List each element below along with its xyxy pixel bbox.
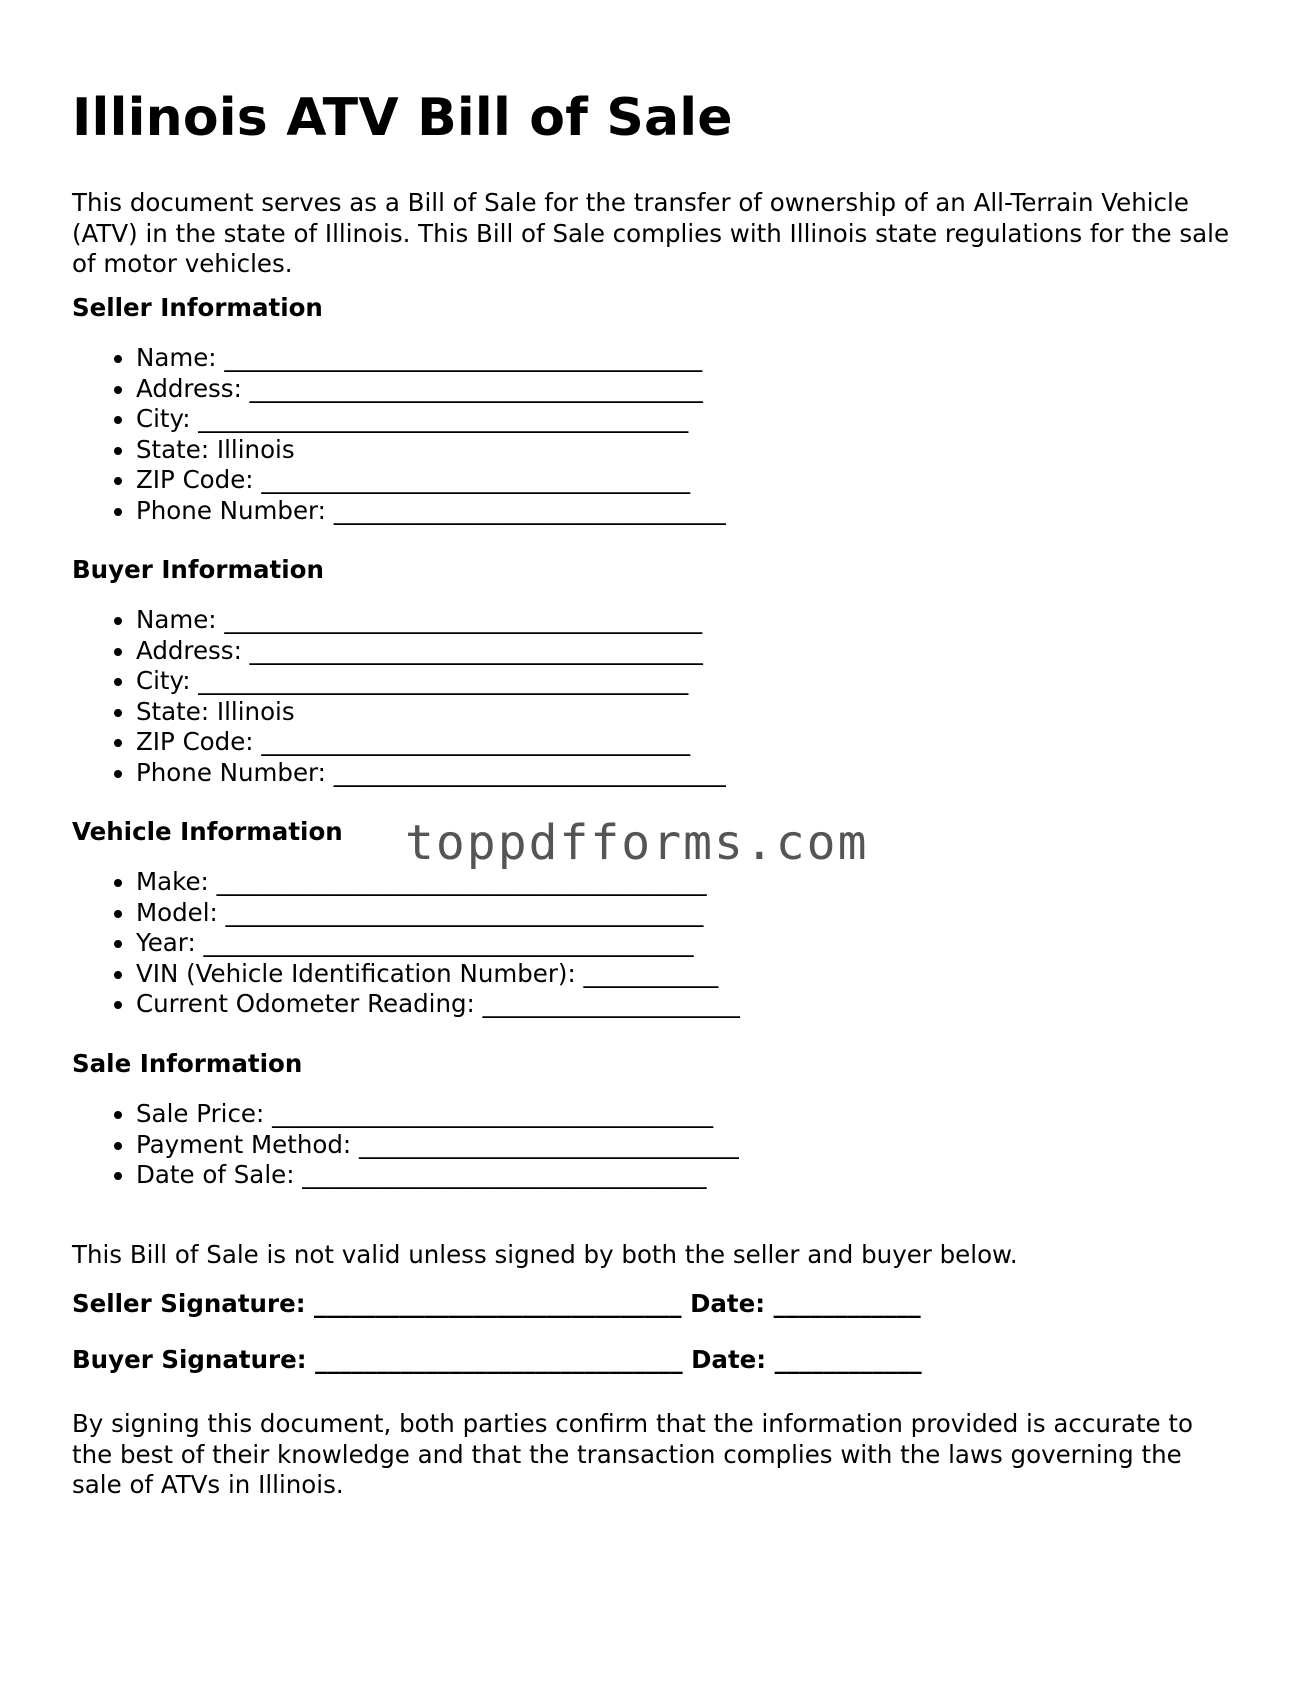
sale-payment-item <box>136 1130 739 1161</box>
buyer-state-item <box>136 697 726 728</box>
vehicle-year-field[interactable]: ________________________________________ <box>203 928 694 957</box>
vehicle-odometer-item <box>136 989 740 1020</box>
buyer-zip-field[interactable]: ___________________________________ <box>261 727 691 756</box>
seller-phone-field[interactable]: ________________________________ <box>333 495 726 525</box>
field-label: Name: <box>136 343 217 372</box>
sale-date-item <box>136 1160 739 1191</box>
sale-date-field[interactable]: _________________________________ <box>302 1160 707 1189</box>
buyer-name-field[interactable]: _______________________________________ <box>224 605 703 634</box>
closing-paragraph: By signing this document, both parties confirm that the information provided is accurate to the best of their knowledge and that the transaction complies with the laws governing the sale of ATVs in Illinois. <box>72 1409 1194 1499</box>
seller-address-field[interactable]: _____________________________________ <box>249 373 703 403</box>
watermark: toppdfforms.com <box>405 815 869 871</box>
vehicle-fields-list <box>108 867 740 1020</box>
vehicle-model-field[interactable]: _______________________________________ <box>225 897 704 927</box>
field-label: ZIP Code: <box>136 465 254 494</box>
field-label: Model: <box>136 897 218 927</box>
seller-name-item <box>136 343 726 374</box>
field-label: Year: <box>136 928 196 957</box>
buyer-signature-row <box>72 1345 922 1374</box>
buyer-heading: Buyer Information <box>72 555 324 584</box>
field-label: Payment Method: <box>136 1129 352 1159</box>
buyer-zip-item <box>136 727 726 758</box>
field-label: Address: <box>136 635 242 665</box>
seller-heading: Seller Information <box>72 293 323 322</box>
seller-state-item <box>136 435 726 466</box>
seller-phone-item <box>136 496 726 527</box>
field-label: City: <box>136 404 191 433</box>
vehicle-heading: Vehicle Information <box>72 817 343 846</box>
seller-city-item <box>136 404 726 435</box>
buyer-phone-item <box>136 758 726 789</box>
vehicle-vin-item <box>136 959 740 990</box>
buyer-address-field[interactable]: _____________________________________ <box>249 635 703 665</box>
seller-signature-row <box>72 1289 921 1318</box>
intro-paragraph: This document serves as a Bill of Sale for the transfer of ownership of an All-Terrain Vehicle (ATV) in the state of Illinois. This Bill of Sale complies with Illinois state regulations for the sale of motor vehicles. <box>72 188 1230 278</box>
validity-note: This Bill of Sale is not valid unless signed by both the seller and buyer below. <box>72 1240 1018 1269</box>
field-label: Phone Number: <box>136 495 326 525</box>
buyer-signature-label: Buyer Signature: <box>72 1345 307 1374</box>
buyer-city-field[interactable]: ________________________________________ <box>198 666 689 695</box>
document-title: Illinois ATV Bill of Sale <box>72 88 733 148</box>
seller-city-field[interactable]: ________________________________________ <box>198 404 689 433</box>
field-label: State: Illinois <box>136 434 295 464</box>
seller-date-label: Date: <box>690 1289 766 1318</box>
field-label: Sale Price: <box>136 1099 265 1128</box>
field-label: ZIP Code: <box>136 727 254 756</box>
sale-fields-list <box>108 1099 739 1191</box>
vehicle-year-item <box>136 928 740 959</box>
seller-zip-field[interactable]: ___________________________________ <box>261 465 691 494</box>
sale-payment-field[interactable]: _______________________________ <box>359 1129 739 1159</box>
buyer-phone-field[interactable]: ________________________________ <box>333 757 726 787</box>
seller-address-item <box>136 374 726 405</box>
sale-heading: Sale Information <box>72 1049 303 1078</box>
buyer-date-field[interactable]: ____________ <box>774 1345 922 1374</box>
buyer-address-item <box>136 636 726 667</box>
buyer-fields-list <box>108 605 726 788</box>
field-label: Phone Number: <box>136 757 326 787</box>
sale-price-item <box>136 1099 739 1130</box>
sale-price-field[interactable]: ____________________________________ <box>272 1099 714 1128</box>
field-label: Name: <box>136 605 217 634</box>
buyer-name-item <box>136 605 726 636</box>
seller-date-field[interactable]: ____________ <box>773 1289 921 1318</box>
seller-signature-field[interactable]: ______________________________ <box>314 1289 682 1318</box>
buyer-city-item <box>136 666 726 697</box>
field-label: Date of Sale: <box>136 1160 295 1189</box>
field-label: Make: <box>136 867 209 896</box>
vehicle-make-item <box>136 867 740 898</box>
seller-zip-item <box>136 465 726 496</box>
buyer-signature-field[interactable]: ______________________________ <box>315 1345 683 1374</box>
vehicle-model-item <box>136 898 740 929</box>
field-label: VIN (Vehicle Identification Number): <box>136 958 576 988</box>
seller-signature-label: Seller Signature: <box>72 1289 306 1318</box>
vehicle-vin-field[interactable]: ___________ <box>583 958 719 988</box>
buyer-date-label: Date: <box>691 1345 767 1374</box>
field-label: Current Odometer Reading: <box>136 989 475 1018</box>
field-label: State: Illinois <box>136 696 295 726</box>
vehicle-make-field[interactable]: ________________________________________ <box>216 867 707 896</box>
seller-name-field[interactable]: _______________________________________ <box>224 343 703 372</box>
seller-fields-list <box>108 343 726 526</box>
vehicle-odometer-field[interactable]: _____________________ <box>482 989 740 1018</box>
field-label: City: <box>136 666 191 695</box>
field-label: Address: <box>136 373 242 403</box>
